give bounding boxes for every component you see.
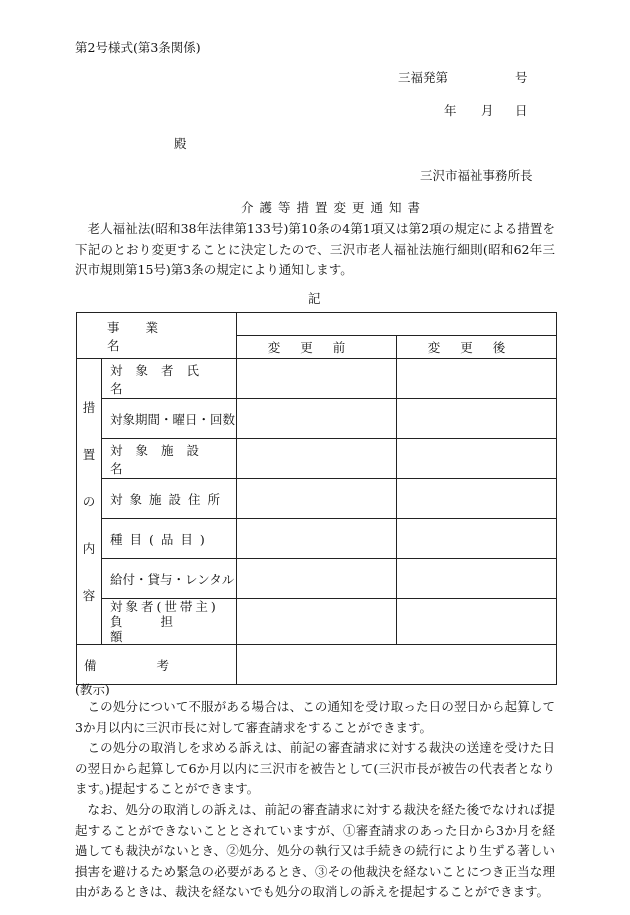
- notice-paragraph-2: この処分の取消しを求める訴えは、前記の審査請求に対する裁決の送達を受けた日の翌日から起算して6か月以内に三沢市を被告として(三沢市長が被告の代表者となります。)提起することができます。: [75, 740, 555, 796]
- business-name-label: 事業名: [107, 319, 185, 353]
- before-label: 変更前: [267, 340, 366, 355]
- date-year: 年: [444, 103, 457, 118]
- date-month: 月: [481, 103, 494, 118]
- cell-before: [237, 479, 397, 519]
- cell-after: [397, 519, 557, 559]
- cell-after: [397, 559, 557, 599]
- document-title: 介護等措置変更通知書: [241, 200, 427, 215]
- cell-after: [397, 399, 557, 439]
- document-number-suffix: 号: [515, 70, 528, 85]
- notice-heading: (教示): [75, 682, 110, 697]
- cell-after: [397, 479, 557, 519]
- vertical-char: 内: [82, 541, 96, 556]
- cell-before: [237, 519, 397, 559]
- date-day: 日: [515, 103, 528, 118]
- notice-paragraph-1: この処分について不服がある場合は、この通知を受け取った日の翌日から起算して3か月以内に三沢市長に対して審査請求をすることができます。: [75, 699, 555, 735]
- cell-before: [237, 359, 397, 399]
- document-number-prefix: 三福発第: [398, 70, 449, 85]
- remarks-value-cell: [237, 645, 557, 685]
- cell-before: [237, 399, 397, 439]
- addressee-honorific: 殿: [174, 136, 187, 151]
- burden-line-1: 対象者(世帯主): [110, 599, 219, 614]
- cell-after: [397, 599, 557, 645]
- before-header-cell: [237, 336, 397, 359]
- after-label: 変更後: [427, 340, 526, 355]
- row-label-facility-name: 対象施設名: [102, 439, 237, 479]
- sender-name: 三沢市福祉事務所長: [420, 168, 533, 183]
- cell-after: [397, 439, 557, 479]
- vertical-char: 容: [82, 588, 96, 603]
- remarks-label: 備考: [84, 657, 230, 673]
- row-label-benefit: 給付・貸与・レンタル: [102, 559, 237, 599]
- row-label-period: 対象期間・曜日・回数: [102, 399, 237, 439]
- row-label-facility-address: 対象施設住所: [102, 479, 237, 519]
- row-label-burden: [102, 599, 237, 645]
- measure-change-table: [76, 312, 557, 685]
- notice-paragraph-3: なお、処分の取消しの訴えは、前記の審査請求に対する裁決を経た後でなければ提起することができないこととされていますが、①審査請求のあった日から3か月を経過しても裁決がないとき、②処分、処分の執行又は手続きの続行により生ずる著しい損害を避けるため緊急の必要があるとき、③その他裁決を経ないことにつき正当な理由があるときは、裁決を経ないでも処分の取消しの訴えを提起することができます。: [75, 802, 555, 899]
- vertical-char: の: [82, 494, 96, 509]
- form-number: 第2号様式(第3条関係): [75, 40, 201, 55]
- cell-before: [237, 599, 397, 645]
- row-label-target-name: 対象者氏名: [102, 359, 237, 399]
- vertical-char: 措: [82, 400, 96, 415]
- cell-before: [237, 559, 397, 599]
- body-paragraph: 老人福祉法(昭和38年法律第133号)第10条の4第1項又は第2項の規定による措置を下記のとおり変更することに決定したので、三沢市老人福祉法施行細則(昭和62年三沢市規則第15号)第3条の規定により通知します。: [75, 221, 555, 277]
- ki-mark: 記: [308, 291, 321, 306]
- remarks-label-cell: [77, 645, 237, 685]
- measure-content-vertical-label: [77, 359, 102, 645]
- after-header-cell: [397, 336, 557, 359]
- business-name-label-cell: [77, 313, 237, 359]
- business-name-value-cell: [237, 313, 557, 336]
- vertical-char: 置: [82, 447, 96, 462]
- cell-after: [397, 359, 557, 399]
- cell-before: [237, 439, 397, 479]
- row-label-item: 種目(品目): [102, 519, 237, 559]
- burden-line-2: 負担額: [110, 614, 212, 644]
